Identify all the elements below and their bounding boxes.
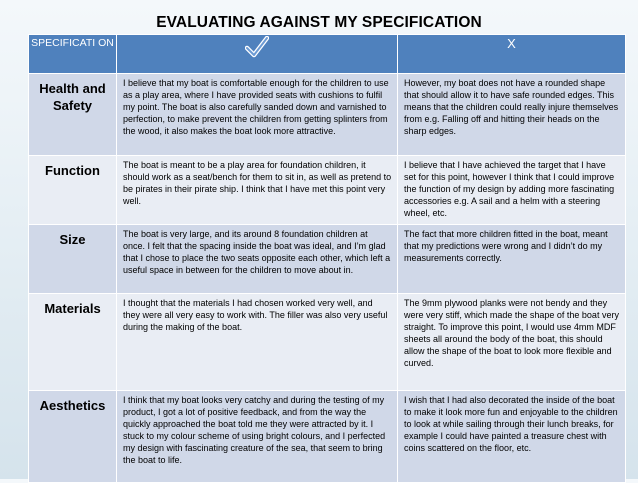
table-row: [29, 225, 626, 294]
specification-table: [28, 34, 626, 483]
positive-cell: The boat is very large, and its around 8 foundation children at once. I felt that the spacing inside the boat was ideal, and I’m glad that I chose to place the two seats opposite each other, which left a useful space in between for the children to move about in.: [117, 225, 398, 294]
negative-cell: However, my boat does not have a rounded shape that should allow it to have safe rounded edges. This means that the children could really injure themselves from e.g. Falling off and hitting their heads on the sharp edges.: [398, 74, 626, 156]
negative-header: X: [398, 35, 626, 74]
table-row: [29, 294, 626, 391]
positive-cell: I believe that my boat is comfortable enough for the children to use as a play area, where I have provided seats with cushions to fulfil my point. The boat is also carefully sanded down and varnished to perfection, to make prevent the children from getting splinters from the wood, it also makes the boat look more attractive.: [117, 74, 398, 156]
table-row: [29, 74, 626, 156]
table-row: [29, 156, 626, 225]
positive-cell: I think that my boat looks very catchy and during the testing of my product, I got a lot of positive feedback, and from the way the quickly approached the boat told me they were attracted by it. I stuck to my colour scheme of using bright colours, and I perfected my design with fascinating creature of the sea, that seem to bring the boat to life.: [117, 391, 398, 483]
positive-cell: I thought that the materials I had chosen worked very well, and they were all very easy to work with. The filler was also very useful during the making of the boat.: [117, 294, 398, 391]
criterion-cell: Aesthetics: [29, 391, 117, 483]
table-row: [29, 391, 626, 483]
negative-cell: I wish that I had also decorated the inside of the boat to make it look more fun and enjoyable to the children to look at while sailing through their lunch breaks, for example I could have painted a treasure chest with coins scattered on the floor, etc.: [398, 391, 626, 483]
criterion-cell: Size: [29, 225, 117, 294]
negative-cell: I believe that I have achieved the target that I have set for this point, however I think that I could improve the function of my design by adding more fascinating accessories e.g. A sail and a helm with a steering wheel, etc.: [398, 156, 626, 225]
criterion-cell: Function: [29, 156, 117, 225]
positive-cell: The boat is meant to be a play area for foundation children, it should work as a seat/bench for them to sit in, as well as pretend to be pirates in their pirate ship. I think that I have met this point very well.: [117, 156, 398, 225]
header-row: [29, 35, 626, 74]
specification-header: SPECIFICATI ON: [29, 35, 117, 74]
negative-cell: The 9mm plywood planks were not bendy and they were very stiff, which made the shape of the boat very straight. To improve this point, I would use 4mm MDF sheets all around the body of the boat, this should allow the shape of the boat to look more flexible and curved.: [398, 294, 626, 391]
criterion-cell: Materials: [29, 294, 117, 391]
checkmark-icon: [245, 36, 269, 63]
criterion-cell: Health and Safety: [29, 74, 117, 156]
page-title: EVALUATING AGAINST MY SPECIFICATION: [156, 14, 482, 31]
negative-cell: The fact that more children fitted in the boat, meant that my predictions were wrong and I didn’t do my measurements correctly.: [398, 225, 626, 294]
positive-header: [117, 35, 398, 74]
